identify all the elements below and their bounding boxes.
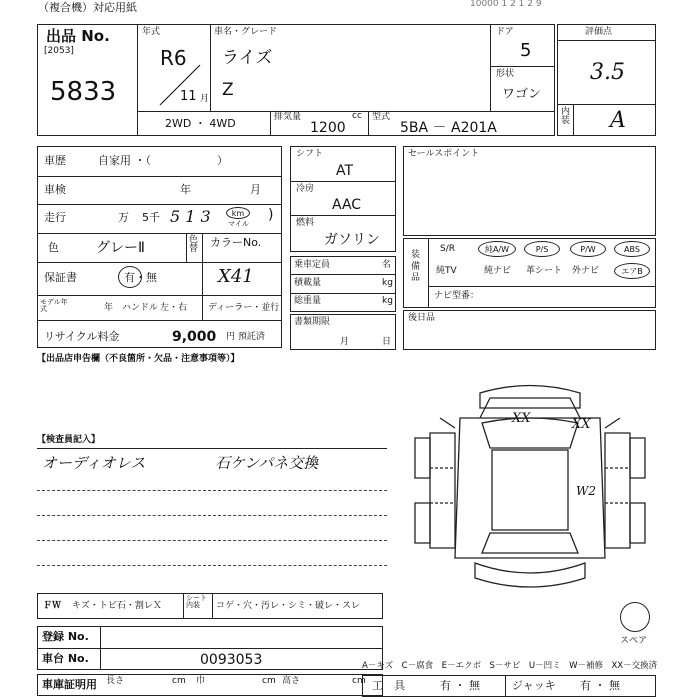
drive-type: 2WD ・ 4WD [165,117,236,130]
chassis-value: 0093053 [200,652,263,668]
equip-ext-navi: 外ナビ [572,266,600,276]
history-label: 車歴 [44,154,66,167]
lot-box [37,24,138,136]
month-unit: 月 [200,94,210,104]
model-value: 5BA － A201A [400,120,497,136]
seat-legend: コゲ・穴・汚レ・シミ・破レ・スレ [216,601,361,611]
equip-navi: 純ナビ [484,266,512,276]
equip-tv: 純TV [436,266,457,276]
fw-label: ＦＷ [43,601,62,611]
inspection-month: 月 [250,183,261,196]
ac-label: 冷房 [296,184,315,194]
lot-number: 5833 [50,77,117,107]
equip-pw: P/W [570,241,606,257]
month-value: 11 [180,89,197,104]
after-box [403,310,656,350]
handle-value: 左・右 [160,303,188,313]
doors-label: ドア [496,27,514,37]
reg-label: 登録 No. [42,630,89,643]
inspection-label: 車検 [44,183,66,196]
year-slash [140,60,212,110]
cert-length: 長さ [106,676,125,686]
ac-value: AAC [332,197,362,213]
year-value: R6 [160,46,187,70]
damage-mark-front: XX [512,411,531,426]
equip-sr: S/R [440,244,455,254]
warranty-circle [118,266,142,288]
equip-leather: 革シート [526,266,563,276]
shift-value: AT [336,163,354,179]
recycle-value: 9,000 [172,329,217,345]
fuel-label: 燃料 [296,218,315,228]
tools-value: 有 ・ 無 [440,679,480,692]
body-value: ワゴン [502,87,542,102]
cert-label: 車庫証明用 [42,678,97,691]
year-label: 年式 [142,27,161,37]
equip-ps: P/S [524,241,560,257]
displacement-value: 1200 [310,120,346,136]
cert-width: 巾 [196,676,206,686]
history-value: 自家用 ・（ ） [98,154,228,167]
warranty-value: 有・無 [124,271,157,284]
load-unit: kg [382,278,393,288]
lot-bracket-no: [2053] [44,46,74,56]
model-label: 型式 [372,112,391,122]
sales-label: セールスポイント [408,149,480,159]
recycle-label: リサイクル料金 [44,330,120,343]
gross-label: 総重量 [294,296,322,306]
name-label: 車名・グレード [214,27,278,37]
inspection-year: 年 [180,183,191,196]
color-label: 色 [48,241,59,254]
lot-label: 出品 No. [46,27,110,45]
shift-label: シフト [296,149,324,159]
capacity-unit: 名 [382,260,392,270]
score-value: 3.5 [590,60,625,85]
displacement-label: 排気量 [274,112,302,122]
inspector-note-1: オーディオレス [42,454,146,472]
spare-label: スペア [620,636,648,646]
color-no-label: カラーNo. [210,236,262,249]
displacement-unit: cc [352,111,362,121]
seat-label: シート内装 [186,594,207,609]
equip-abs: ABS [614,241,650,257]
form-title: （複合機）対応用紙 [38,1,137,14]
load-label: 積載量 [294,278,322,288]
tools-label: 工 具 [372,679,405,692]
seller-label: 【出品店申告欄（不良箇所・欠品・注意事項等）】 [37,354,240,364]
inspector-label: 【検査員記入】 [37,435,101,445]
interior-label: 内装 [561,107,571,126]
interior-value: A [610,108,626,133]
mileage-mile: マイル [228,220,249,228]
car-name: ライズ [222,48,273,68]
mileage-sen: 5千 [142,211,160,224]
docs-label: 書類期限 [294,317,331,327]
handle-label: ハンドル [122,303,159,313]
car-grade: Z [222,80,234,100]
fuel-value: ガソリン [324,232,380,248]
mileage-man: 万 [118,211,129,224]
mileage-label: 走行 [44,211,66,224]
navi-label: ナビ型番： [434,291,480,301]
warranty-label: 保証書 [44,271,77,284]
body-label: 形状 [496,69,515,79]
docs-day: 日 [382,337,392,347]
damage-legend: A－キズ C－腐食 E－エクボ S－サビ U－凹ミ W－補修 XX－交換済 [362,661,658,671]
gross-unit: kg [382,296,393,306]
cert-length-unit: cm [172,676,186,686]
mileage-km: km [226,207,250,219]
cert-height: 高さ [282,676,301,686]
equip-airbag: エアB [614,263,650,279]
docs-month: 月 [340,337,350,347]
top-right-code: 10000 1 2 1 2 9 [470,0,542,9]
equip-label: 装備品 [411,250,421,284]
after-label: 後日品 [408,313,436,323]
cert-width-unit: cm [262,676,276,686]
inspector-note-2: 石ケンパネ交換 [215,454,319,472]
mileage-handwritten: 5 1 3 [170,207,211,226]
recycle-unit: 円 預託済 [226,332,265,342]
jack-label: ジャッキ [512,679,556,692]
sales-box [403,146,656,236]
capacity-label: 乗車定員 [294,260,331,270]
color-value: グレーⅡ [96,240,145,256]
model-change-year: 年 [104,303,114,313]
dealer-label: ディーラー・並行 [208,303,280,313]
model-change-label: モデル年式 [40,298,68,313]
equip-aw: 純A/W [478,241,516,257]
color-change-label: 色替 [189,235,199,254]
chassis-label: 車台 No. [42,652,89,665]
doors-value: 5 [520,40,532,61]
damage-mark-right: W2 [576,484,596,498]
jack-value: 有 ・ 無 [580,679,620,692]
spare-icon [620,602,650,632]
fw-legend: キズ・トビ石・割レＸ [72,601,162,611]
color-no-value: X41 [218,266,254,287]
cert-height-unit: cm [352,676,366,686]
damage-mark-front-right: XX [572,417,591,432]
score-label: 評価点 [585,27,613,37]
